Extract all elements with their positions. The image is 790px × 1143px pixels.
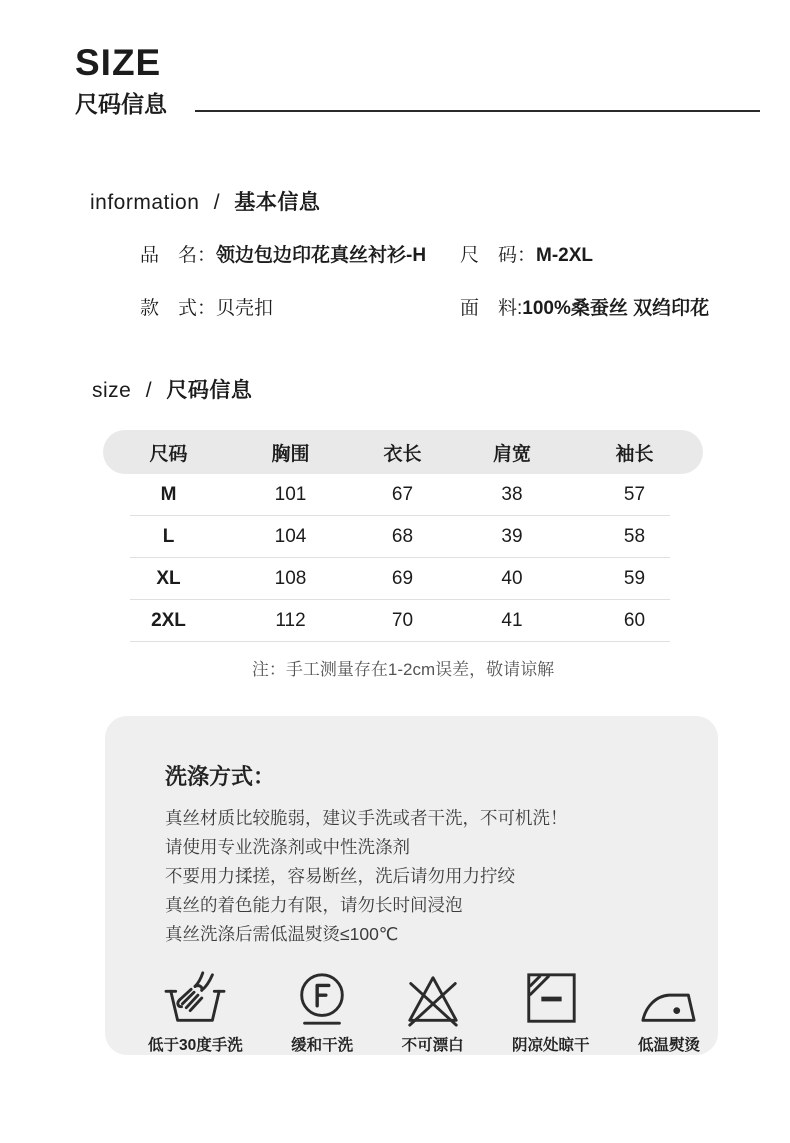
col-header-bust: 胸围: [271, 443, 310, 465]
cell-sleeve: 59: [623, 568, 646, 589]
table-row: [103, 558, 703, 600]
care-item-no-bleach: [402, 970, 464, 1055]
heading-separator: /: [213, 191, 221, 214]
field-size-range: [460, 240, 593, 267]
cell-size: L: [162, 526, 175, 547]
field-value: 100%桑蚕丝 双绉印花: [522, 298, 710, 319]
field-label: 款 式：: [140, 298, 217, 319]
field-style: [140, 293, 460, 320]
shade-dry-icon: [520, 970, 582, 1028]
basic-info-heading: [90, 186, 320, 216]
care-item-hand-wash: [148, 970, 243, 1055]
cell-size: XL: [156, 568, 181, 589]
cell-bust: 112: [275, 610, 306, 631]
field-product-name: [140, 240, 460, 267]
care-label: 阴凉处晾干: [512, 1037, 590, 1054]
basic-info-heading-zh: 基本信息: [234, 191, 321, 214]
size-heading-zh: 尺码信息: [166, 379, 253, 402]
field-label: 品 名：: [140, 245, 217, 266]
col-header-length: 衣长: [383, 443, 422, 465]
wash-line: 请使用专业洗涤剂或中性洗涤剂: [165, 837, 410, 857]
dry-clean-f-icon: [291, 970, 353, 1028]
col-header-size: 尺码: [149, 443, 188, 465]
page-title-row: [75, 90, 760, 119]
cell-bust: 101: [274, 484, 307, 505]
cell-size: 2XL: [151, 610, 186, 631]
table-row: [103, 474, 703, 516]
no-bleach-icon: [402, 970, 464, 1028]
cell-shoulder: 41: [501, 610, 523, 631]
care-label: 不可漂白: [401, 1037, 464, 1054]
care-label: 低温熨烫: [637, 1037, 700, 1054]
wash-instruction-lines: [165, 804, 688, 949]
wash-line: 真丝的着色能力有限，请勿长时间浸泡: [165, 895, 463, 915]
cell-bust: 108: [274, 568, 307, 589]
field-value: 贝壳扣: [216, 298, 274, 319]
wash-line: 真丝洗涤后需低温熨烫≤100℃: [165, 924, 399, 944]
cell-length: 70: [391, 610, 414, 631]
wash-title: 洗涤方式：: [165, 764, 276, 789]
basic-info-fields: [140, 240, 740, 346]
low-iron-icon: [638, 970, 700, 1028]
cell-length: 68: [391, 526, 414, 547]
info-row: [140, 293, 740, 320]
field-value: 领边包边印花真丝衬衫-H: [216, 245, 427, 266]
wash-line: 真丝材质比较脆弱，建议手洗或者干洗，不可机洗！: [165, 808, 568, 828]
page-title-en: SIZE: [75, 42, 162, 83]
field-fabric: [460, 293, 709, 320]
measurement-note: 注：手工测量存在1-2cm误差，敬请谅解: [251, 660, 555, 679]
size-heading-en: size: [92, 379, 132, 402]
cell-sleeve: 60: [623, 610, 646, 631]
field-value: M-2XL: [536, 245, 594, 266]
cell-bust: 104: [274, 526, 307, 547]
care-label: 缓和干洗: [291, 1037, 354, 1054]
cell-sleeve: 58: [623, 526, 646, 547]
cell-size: M: [160, 484, 177, 505]
cell-length: 69: [391, 568, 414, 589]
size-table-header: [103, 430, 703, 474]
wash-instructions-card: [105, 716, 718, 1055]
care-icon-row: [148, 970, 700, 1055]
cell-sleeve: 57: [623, 484, 646, 505]
cell-shoulder: 38: [501, 484, 523, 505]
info-row: [140, 240, 740, 267]
col-header-sleeve: 袖长: [615, 443, 654, 465]
size-section-heading: [92, 374, 252, 404]
field-label: 尺 码：: [460, 245, 537, 266]
heading-separator: /: [145, 379, 153, 402]
care-item-low-iron: [638, 970, 700, 1055]
size-table: [103, 430, 703, 680]
field-label: 面 料:: [460, 298, 523, 319]
cell-length: 67: [391, 484, 414, 505]
wash-line: 不要用力揉搓，容易断丝，洗后请勿用力拧绞: [165, 866, 515, 886]
hand-wash-icon: [164, 970, 226, 1028]
cell-shoulder: 39: [501, 526, 523, 547]
header-rule: [195, 110, 760, 112]
table-row: [103, 600, 703, 642]
table-row: [103, 516, 703, 558]
care-label: 低于30度手洗: [148, 1037, 243, 1054]
page-title-zh: 尺码信息: [75, 91, 167, 117]
col-header-shoulder: 肩宽: [492, 443, 531, 465]
care-item-shade-dry: [512, 970, 590, 1055]
care-item-dry-clean: [291, 970, 353, 1055]
cell-shoulder: 40: [501, 568, 523, 589]
basic-info-heading-en: information: [90, 191, 200, 214]
